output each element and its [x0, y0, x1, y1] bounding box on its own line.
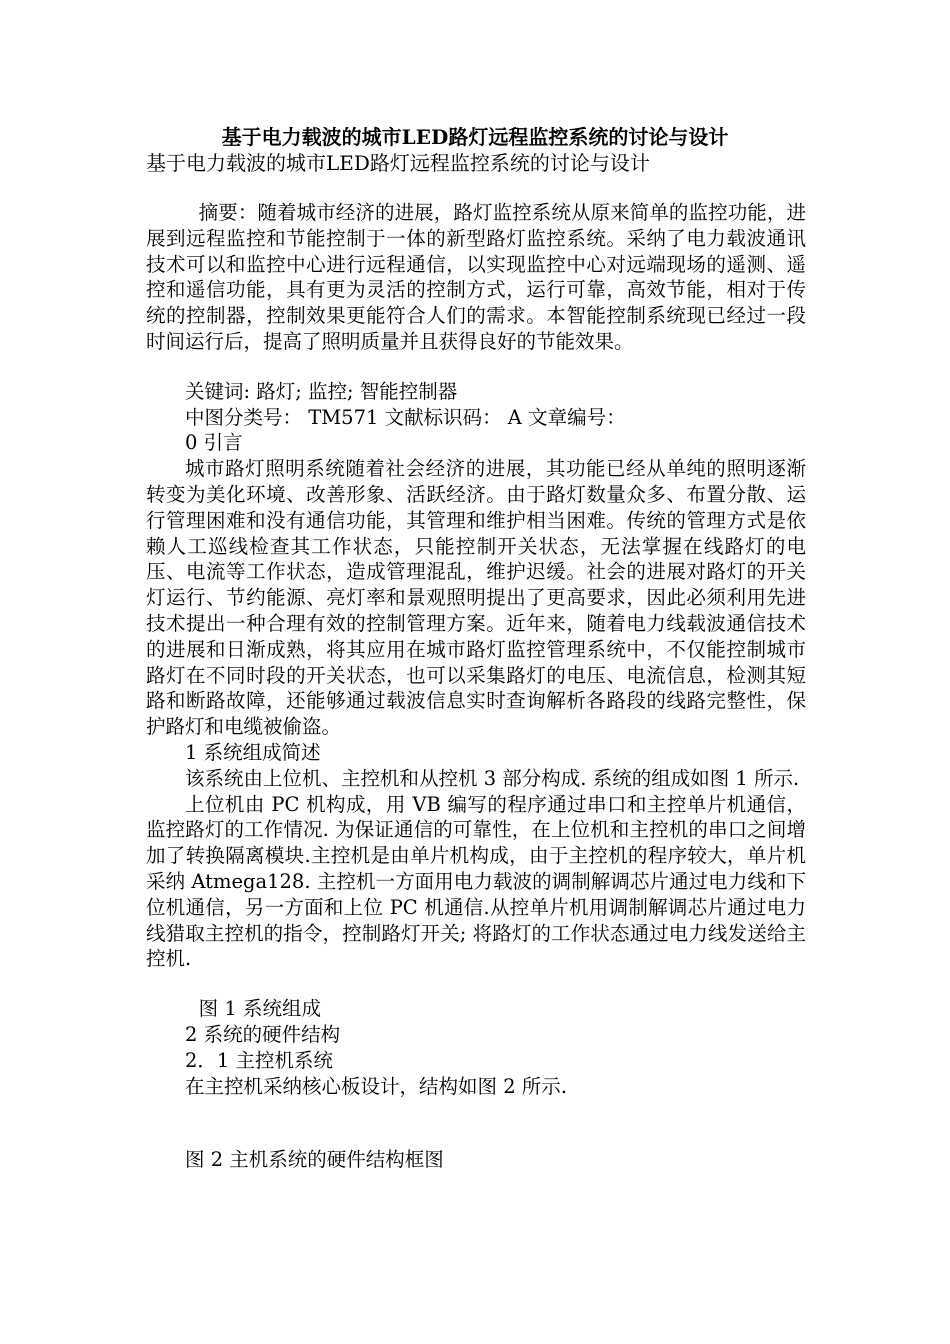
section-heading-hardware: 2 系统的硬件结构 — [185, 1022, 341, 1046]
spacer — [146, 355, 806, 379]
system-overview-paragraph-2: 上位机由 PC 机构成，用 VB 编写的程序通过串口和主控单片机通信，监控路灯的工作情况. 为保证通信的可靠性，在上位机和主控机的串口之间增加了转换隔离模块.主控机是由单片机构成，由于主控机的程序较大，单片机采纳 Atmega128. 主控机一方面用电力载波的调制解调芯片通过电力线和下位机通信，另一方面和上位 PC 机通信.从控单片机用调制解调芯片通过电力线猎取主控机的指令，控制路灯开关; 将路灯的工作状态通过电力线发送给主控机. — [146, 792, 806, 971]
document-title: 基于电力载波的城市LED路灯远程监控系统的讨论与设计 — [221, 125, 729, 149]
section-heading-system-overview: 1 系统组成简述 — [185, 740, 321, 764]
figure-1-placeholder — [146, 972, 806, 996]
figure-2-placeholder — [146, 1099, 806, 1147]
abstract-paragraph: 摘要：随着城市经济的进展，路灯监控系统从原来简单的监控功能，进展到远程监控和节能控制于一体的新型路灯监控系统。采纳了电力载波通讯技术可以和监控中心进行远程通信，以实现监控中心对远端现场的遥测、遥控和遥信功能，具有更为灵活的控制方式，运行可靠，高效节能，相对于传统的控制器，控制效果更能符合人们的需求。本智能控制系统现已经过一段时间运行后，提高了照明质量并且获得良好的节能效果。 — [146, 201, 806, 353]
document-body — [146, 195, 806, 1173]
figure-2-caption: 图 2 主机系统的硬件结构框图 — [185, 1148, 444, 1172]
system-overview-paragraph-1: 该系统由上位机、主控机和从控机 3 部分构成. 系统的组成如图 1 所示. — [185, 766, 800, 790]
section-heading-main-controller: 2．1 主控机系统 — [185, 1048, 334, 1072]
document-subtitle: 基于电力载波的城市LED路灯远程监控系统的讨论与设计 — [146, 151, 650, 175]
figure-1-caption: 图 1 系统组成 — [198, 997, 321, 1021]
section-heading-introduction: 0 引言 — [185, 431, 243, 455]
main-controller-paragraph: 在主控机采纳核心板设计，结构如图 2 所示. — [185, 1074, 568, 1098]
keywords-line: 关键词: 路灯; 监控; 智能控制器 — [185, 379, 458, 403]
classification-line: 中图分类号： TM571 文献标识码： A 文章编号： — [185, 405, 626, 429]
introduction-paragraph: 城市路灯照明系统随着社会经济的进展，其功能已经从单纯的照明逐渐转变为美化环境、改善形象、活跃经济。由于路灯数量众多、布置分散、运行管理困难和没有通信功能，其管理和维护相当困难。传统的管理方式是依赖人工巡线检查其工作状态，只能控制开关状态，无法掌握在线路灯的电压、电流等工作状态，造成管理混乱，维护迟缓。社会的进展对路灯的开关灯运行、节约能源、亮灯率和景观照明提出了更高要求，因此必须利用先进技术提出一种合理有效的控制管理方案。近年来，随着电力线载波通信技术的进展和日渐成熟，将其应用在城市路灯监控管理系统中，不仅能控制城市路灯在不同时段的开关状态，也可以采集路灯的电压、电流信息，检测其短路和断路故障，还能够通过载波信息实时查询解析各路段的线路完整性，保护路灯和电缆被偷盗。 — [146, 457, 806, 739]
